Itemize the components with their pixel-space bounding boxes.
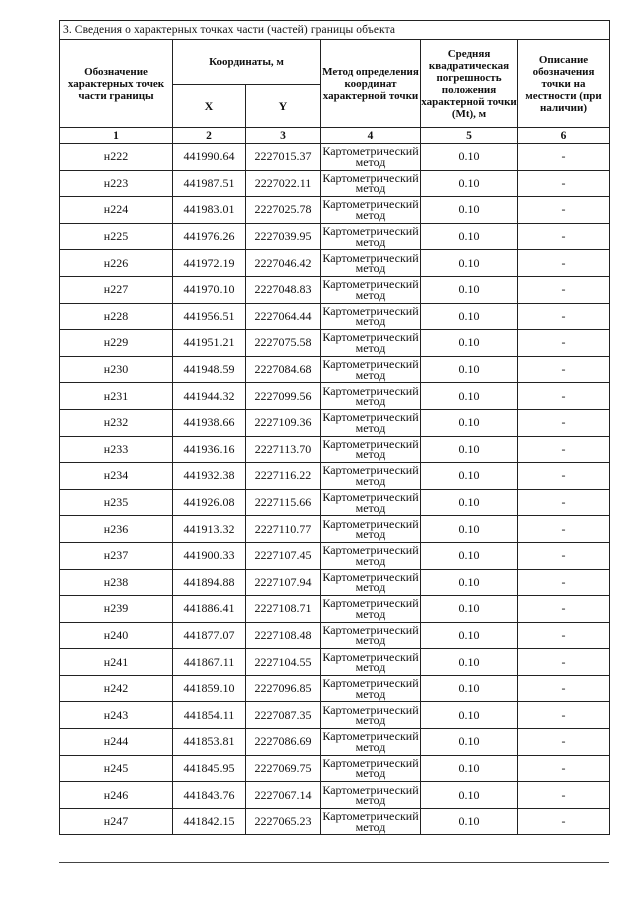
column-number: 6	[518, 128, 610, 144]
method-label-line2: метод	[355, 447, 386, 462]
table-row	[60, 702, 610, 729]
coordinate-x: 441886.41	[173, 596, 246, 623]
point-designation: н237	[60, 542, 173, 569]
point-designation: н222	[60, 144, 173, 171]
method-cell	[321, 649, 421, 676]
method-label-line2: метод	[355, 154, 386, 169]
method-label-line1: Картометрический	[322, 543, 419, 558]
point-designation: н223	[60, 170, 173, 197]
coordinate-x: 441990.64	[173, 144, 246, 171]
point-designation: н244	[60, 729, 173, 756]
point-designation: н239	[60, 596, 173, 623]
coordinate-y: 2227087.35	[246, 702, 321, 729]
error-value: 0.10	[421, 755, 518, 782]
table-row	[60, 649, 610, 676]
description-value: -	[518, 276, 610, 303]
point-designation: н247	[60, 808, 173, 835]
coordinate-x: 441913.32	[173, 516, 246, 543]
coordinate-y: 2227046.42	[246, 250, 321, 277]
error-value: 0.10	[421, 782, 518, 809]
method-cell	[321, 808, 421, 835]
description-value: -	[518, 250, 610, 277]
method-cell	[321, 489, 421, 516]
coordinate-x: 441983.01	[173, 197, 246, 224]
coordinate-x: 441877.07	[173, 622, 246, 649]
description-value: -	[518, 649, 610, 676]
coordinate-x: 441845.95	[173, 755, 246, 782]
method-label-line2: метод	[355, 660, 386, 675]
method-label-line1: Картометрический	[322, 303, 419, 318]
description-value: -	[518, 144, 610, 171]
table-row	[60, 276, 610, 303]
error-value: 0.10	[421, 516, 518, 543]
coordinate-y: 2227067.14	[246, 782, 321, 809]
method-label-line1: Картометрический	[322, 410, 419, 425]
point-designation: н230	[60, 356, 173, 383]
description-value: -	[518, 197, 610, 224]
coordinate-x: 441948.59	[173, 356, 246, 383]
error-value: 0.10	[421, 223, 518, 250]
method-label-line1: Картометрический	[322, 383, 419, 398]
coordinate-y: 2227109.36	[246, 409, 321, 436]
table-row	[60, 250, 610, 277]
point-designation: н225	[60, 223, 173, 250]
point-designation: н245	[60, 755, 173, 782]
description-value: -	[518, 702, 610, 729]
error-value: 0.10	[421, 675, 518, 702]
coordinate-y: 2227084.68	[246, 356, 321, 383]
description-value: -	[518, 223, 610, 250]
method-label-line2: метод	[355, 287, 386, 302]
method-label-line1: Картометрический	[322, 782, 419, 797]
column-number: 5	[421, 128, 518, 144]
footer-divider	[59, 862, 609, 863]
description-value: -	[518, 596, 610, 623]
point-designation: н246	[60, 782, 173, 809]
method-label-line1: Картометрический	[322, 277, 419, 292]
method-label-line1: Картометрический	[322, 649, 419, 664]
method-label-line2: метод	[355, 606, 386, 621]
method-cell	[321, 436, 421, 463]
error-value: 0.10	[421, 463, 518, 490]
coordinate-y: 2227086.69	[246, 729, 321, 756]
coordinate-x: 441894.88	[173, 569, 246, 596]
method-cell	[321, 170, 421, 197]
coordinate-x: 441951.21	[173, 330, 246, 357]
header-y: Y	[246, 85, 321, 128]
point-designation: н243	[60, 702, 173, 729]
coordinate-y: 2227065.23	[246, 808, 321, 835]
table-row	[60, 489, 610, 516]
coordinate-x: 441944.32	[173, 383, 246, 410]
error-value: 0.10	[421, 330, 518, 357]
description-value: -	[518, 330, 610, 357]
method-label-line2: метод	[355, 633, 386, 648]
table-row	[60, 463, 610, 490]
method-label-line2: метод	[355, 553, 386, 568]
coordinate-x: 441926.08	[173, 489, 246, 516]
error-value: 0.10	[421, 409, 518, 436]
method-cell	[321, 250, 421, 277]
method-label-line2: метод	[355, 500, 386, 515]
point-designation: н224	[60, 197, 173, 224]
method-cell	[321, 516, 421, 543]
error-value: 0.10	[421, 569, 518, 596]
method-label-line2: метод	[355, 766, 386, 781]
method-label-line2: метод	[355, 580, 386, 595]
description-value: -	[518, 436, 610, 463]
method-label-line2: метод	[355, 527, 386, 542]
method-cell	[321, 729, 421, 756]
header-x: X	[173, 85, 246, 128]
method-label-line1: Картометрический	[322, 490, 419, 505]
coordinate-x: 441843.76	[173, 782, 246, 809]
header-error: Средняя квадратическая погрешность положения характерной точки (Mt), м	[421, 40, 518, 128]
point-designation: н231	[60, 383, 173, 410]
method-cell	[321, 622, 421, 649]
method-cell	[321, 356, 421, 383]
table-row	[60, 144, 610, 171]
point-designation: н235	[60, 489, 173, 516]
point-designation: н236	[60, 516, 173, 543]
error-value: 0.10	[421, 356, 518, 383]
coordinate-y: 2227075.58	[246, 330, 321, 357]
description-value: -	[518, 170, 610, 197]
method-cell	[321, 596, 421, 623]
coordinate-y: 2227025.78	[246, 197, 321, 224]
method-label-line1: Картометрический	[322, 596, 419, 611]
description-value: -	[518, 729, 610, 756]
method-label-line2: метод	[355, 819, 386, 834]
table-row	[60, 170, 610, 197]
method-cell	[321, 276, 421, 303]
error-value: 0.10	[421, 383, 518, 410]
error-value: 0.10	[421, 197, 518, 224]
error-value: 0.10	[421, 303, 518, 330]
coordinate-x: 441936.16	[173, 436, 246, 463]
table-row	[60, 782, 610, 809]
point-designation: н241	[60, 649, 173, 676]
coordinate-x: 441854.11	[173, 702, 246, 729]
point-designation: н238	[60, 569, 173, 596]
method-label-line1: Картометрический	[322, 676, 419, 691]
description-value: -	[518, 383, 610, 410]
point-designation: н226	[60, 250, 173, 277]
error-value: 0.10	[421, 489, 518, 516]
method-label-line1: Картометрический	[322, 463, 419, 478]
coordinate-y: 2227116.22	[246, 463, 321, 490]
table-row	[60, 330, 610, 357]
method-cell	[321, 144, 421, 171]
column-number: 1	[60, 128, 173, 144]
coordinate-x: 441900.33	[173, 542, 246, 569]
point-designation: н242	[60, 675, 173, 702]
table-row	[60, 596, 610, 623]
method-cell	[321, 702, 421, 729]
coordinate-y: 2227099.56	[246, 383, 321, 410]
coordinate-x: 441987.51	[173, 170, 246, 197]
coordinate-y: 2227048.83	[246, 276, 321, 303]
coordinate-y: 2227108.71	[246, 596, 321, 623]
error-value: 0.10	[421, 542, 518, 569]
table-caption: 3. Сведения о характерных точках части (частей) границы объекта	[60, 21, 610, 40]
point-designation: н240	[60, 622, 173, 649]
method-cell	[321, 755, 421, 782]
header-description: Описание обозначения точки на местности (при наличии)	[518, 40, 610, 128]
method-cell	[321, 197, 421, 224]
coordinate-x: 441976.26	[173, 223, 246, 250]
coordinate-x: 441853.81	[173, 729, 246, 756]
method-cell	[321, 782, 421, 809]
header-designation: Обозначение характерных точек части границы	[60, 40, 173, 128]
description-value: -	[518, 622, 610, 649]
method-cell	[321, 303, 421, 330]
method-cell	[321, 409, 421, 436]
description-value: -	[518, 675, 610, 702]
coordinate-x: 441842.15	[173, 808, 246, 835]
coordinate-y: 2227069.75	[246, 755, 321, 782]
method-label-line2: метод	[355, 261, 386, 276]
method-label-line1: Картометрический	[322, 250, 419, 265]
coordinate-y: 2227039.95	[246, 223, 321, 250]
column-number: 4	[321, 128, 421, 144]
error-value: 0.10	[421, 596, 518, 623]
column-number: 2	[173, 128, 246, 144]
description-value: -	[518, 356, 610, 383]
point-designation: н232	[60, 409, 173, 436]
method-label-line1: Картометрический	[322, 170, 419, 185]
description-value: -	[518, 569, 610, 596]
point-designation: н233	[60, 436, 173, 463]
method-label-line2: метод	[355, 314, 386, 329]
method-cell	[321, 463, 421, 490]
method-label-line2: метод	[355, 394, 386, 409]
coordinate-x: 441859.10	[173, 675, 246, 702]
method-label-line2: метод	[355, 340, 386, 355]
table-row	[60, 569, 610, 596]
error-value: 0.10	[421, 729, 518, 756]
method-label-line1: Картометрический	[322, 755, 419, 770]
method-cell	[321, 569, 421, 596]
table-row	[60, 516, 610, 543]
coordinate-y: 2227022.11	[246, 170, 321, 197]
description-value: -	[518, 542, 610, 569]
method-label-line1: Картометрический	[322, 197, 419, 212]
method-label-line1: Картометрический	[322, 144, 419, 159]
error-value: 0.10	[421, 702, 518, 729]
point-designation: н229	[60, 330, 173, 357]
method-label-line1: Картометрический	[322, 224, 419, 239]
table-row	[60, 356, 610, 383]
coordinate-x: 441932.38	[173, 463, 246, 490]
method-cell	[321, 542, 421, 569]
table-row	[60, 409, 610, 436]
method-label-line1: Картометрический	[322, 809, 419, 824]
table-row	[60, 755, 610, 782]
method-cell	[321, 675, 421, 702]
description-value: -	[518, 516, 610, 543]
error-value: 0.10	[421, 144, 518, 171]
point-designation: н234	[60, 463, 173, 490]
method-label-line1: Картометрический	[322, 436, 419, 451]
method-cell	[321, 223, 421, 250]
method-label-line1: Картометрический	[322, 516, 419, 531]
coordinate-y: 2227096.85	[246, 675, 321, 702]
table-row	[60, 622, 610, 649]
method-label-line1: Картометрический	[322, 702, 419, 717]
coordinate-x: 441970.10	[173, 276, 246, 303]
method-label-line1: Картометрический	[322, 729, 419, 744]
table-row	[60, 197, 610, 224]
method-label-line1: Картометрический	[322, 622, 419, 637]
description-value: -	[518, 489, 610, 516]
boundary-points-table	[59, 20, 610, 835]
table-row	[60, 542, 610, 569]
header-coordinates: Координаты, м	[173, 40, 321, 85]
coordinate-y: 2227064.44	[246, 303, 321, 330]
method-label-line2: метод	[355, 181, 386, 196]
description-value: -	[518, 409, 610, 436]
point-designation: н227	[60, 276, 173, 303]
description-value: -	[518, 782, 610, 809]
error-value: 0.10	[421, 436, 518, 463]
method-label-line2: метод	[355, 713, 386, 728]
coordinate-y: 2227107.94	[246, 569, 321, 596]
method-label-line2: метод	[355, 234, 386, 249]
column-number: 3	[246, 128, 321, 144]
description-value: -	[518, 755, 610, 782]
method-cell	[321, 330, 421, 357]
point-designation: н228	[60, 303, 173, 330]
coordinate-y: 2227015.37	[246, 144, 321, 171]
coordinate-y: 2227115.66	[246, 489, 321, 516]
coordinate-x: 441867.11	[173, 649, 246, 676]
description-value: -	[518, 463, 610, 490]
method-label-line2: метод	[355, 420, 386, 435]
table-row	[60, 383, 610, 410]
method-label-line2: метод	[355, 793, 386, 808]
coordinate-x: 441938.66	[173, 409, 246, 436]
description-value: -	[518, 808, 610, 835]
method-label-line2: метод	[355, 686, 386, 701]
table-row	[60, 808, 610, 835]
table-row	[60, 303, 610, 330]
table-row	[60, 436, 610, 463]
header-method: Метод определения координат характерной точки	[321, 40, 421, 128]
method-label-line2: метод	[355, 207, 386, 222]
error-value: 0.10	[421, 170, 518, 197]
coordinate-y: 2227110.77	[246, 516, 321, 543]
table-row	[60, 729, 610, 756]
coordinate-y: 2227108.48	[246, 622, 321, 649]
method-label-line2: метод	[355, 367, 386, 382]
method-cell	[321, 383, 421, 410]
method-label-line1: Картометрический	[322, 357, 419, 372]
coordinate-y: 2227107.45	[246, 542, 321, 569]
description-value: -	[518, 303, 610, 330]
error-value: 0.10	[421, 622, 518, 649]
table-row	[60, 675, 610, 702]
method-label-line2: метод	[355, 473, 386, 488]
coordinate-x: 441972.19	[173, 250, 246, 277]
table-row	[60, 223, 610, 250]
coordinate-y: 2227104.55	[246, 649, 321, 676]
method-label-line2: метод	[355, 739, 386, 754]
method-label-line1: Картометрический	[322, 569, 419, 584]
error-value: 0.10	[421, 250, 518, 277]
error-value: 0.10	[421, 808, 518, 835]
method-label-line1: Картометрический	[322, 330, 419, 345]
coordinate-y: 2227113.70	[246, 436, 321, 463]
coordinate-x: 441956.51	[173, 303, 246, 330]
error-value: 0.10	[421, 276, 518, 303]
error-value: 0.10	[421, 649, 518, 676]
